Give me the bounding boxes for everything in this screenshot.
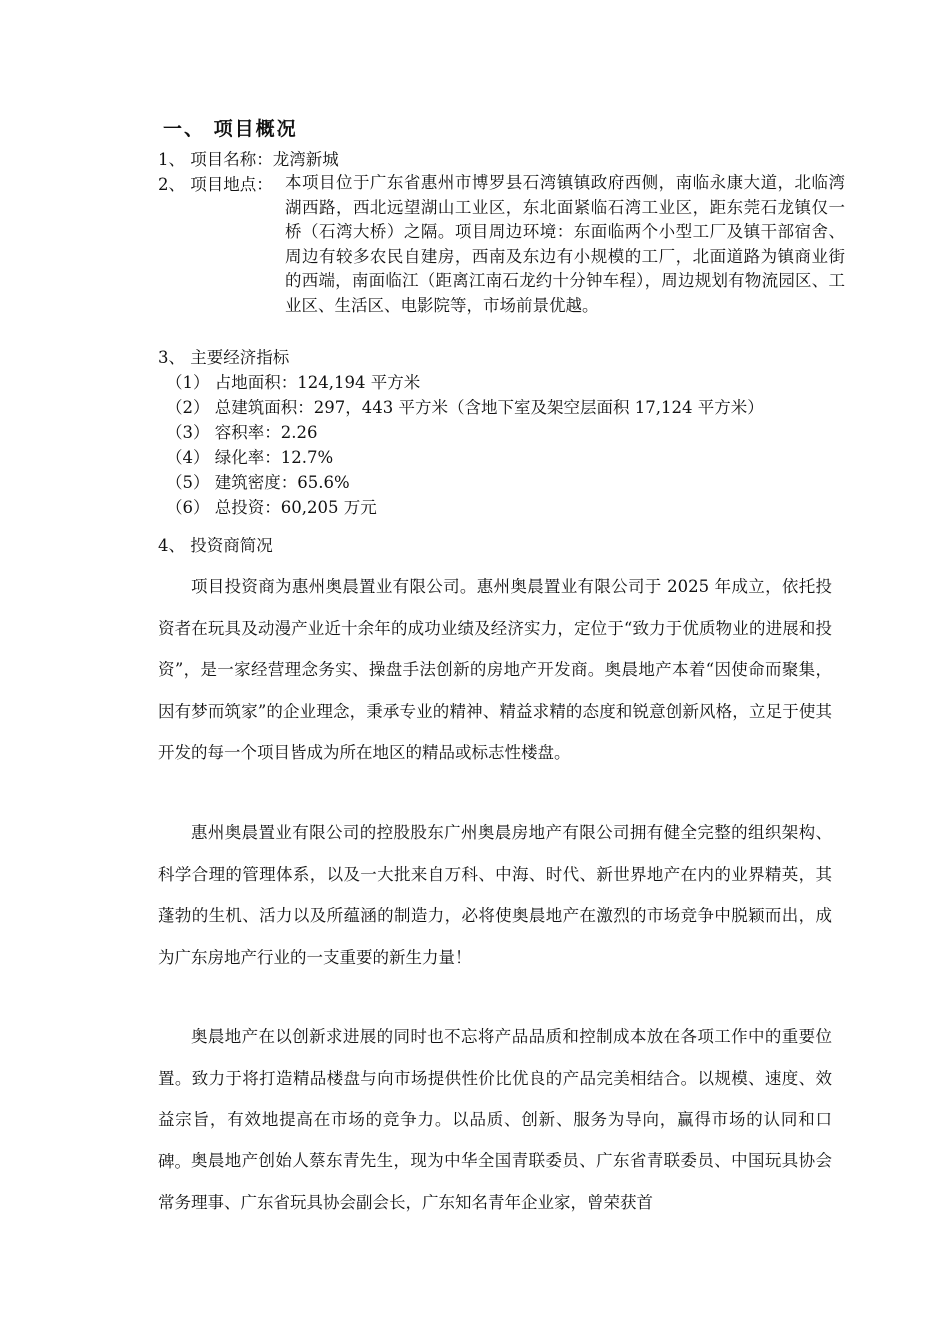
project-name-line: 1、 项目名称：龙湾新城: [158, 150, 339, 169]
indicator-building-area: （2） 总建筑面积：297，443 平方米（含地下室及架空层面积 17,124 平方米）: [166, 398, 764, 417]
investor-paragraph: 奥晨地产创始人蔡东青先生，现为中华全国青联委员、广东省青联委员、中国玩具协会常务理事、广东省玩具协会副会长，广东知名青年企业家，曾荣获首: [158, 1151, 832, 1212]
indicator-total-investment: （6） 总投资：60,205 万元: [166, 498, 377, 517]
investor-title: 4、 投资商简况: [158, 536, 273, 555]
project-location-label: 2、 项目地点：: [158, 175, 273, 194]
economic-indicators-title: 3、 主要经济指标: [158, 348, 290, 367]
project-location-text: 本项目位于广东省惠州市博罗县石湾镇镇政府西侧，南临永康大道，北临湾湖西路，西北远望湖山工业区，东北面紧临石湾工业区，距东莞石龙镇仅一桥（石湾大桥）之隔。项目周边环境：东面临两个小型工厂及镇干部宿舍、周边有较多农民自建房，西南及东边有小规模的工厂，北面道路为镇商业街的西端，南面临江（距离江南石龙约十分钟车程），周边规划有物流园区、工业区、生活区、电影院等，市场前景优越。: [285, 173, 845, 315]
investor-paragraph: 惠州奥晨置业有限公司的控股股东广州奥晨房地产有限公司拥有健全完整的组织架构、科学合理的管理体系，以及一大批来自万科、中海、时代、新世界地产在内的业界精英，其蓬勃的生机、活力以及所蕴涵的制造力，必将使奥晨地产在激烈的市场竞争中脱颖而出，成为广东房地产行业的一支重要的新生力量！: [158, 823, 832, 967]
indicator-green-ratio: （4） 绿化率：12.7%: [166, 448, 334, 467]
investor-paragraph: 奥晨地产在以创新求进展的同时也不忘将产品品质和控制成本放在各项工作中的重要位置。致力于将打造精品楼盘与向市场提供性价比优良的产品完美相结合。以规模、速度、效益宗旨，有效地提高在市场的竞争力。以品质、创新、服务为导向，赢得市场的认同和口碑。: [158, 1027, 832, 1171]
indicator-building-density: （5） 建筑密度：65.6%: [166, 473, 350, 492]
section-title: 一、 项目概况: [163, 118, 298, 140]
indicator-land-area: （1） 占地面积：124,194 平方米: [166, 373, 421, 392]
investor-paragraph: 项目投资商为惠州奥晨置业有限公司。惠州奥晨置业有限公司于 2025 年成立，依托投资者在玩具及动漫产业近十余年的成功业绩及经济实力，定位于“致力于优质物业的进展和投资”，是一家经营理念务实、操盘手法创新的房地产开发商。奥晨地产本着“因使命而聚集，因有梦而筑家”的企业理念，秉承专业的精神、精益求精的态度和锐意创新风格，立足于使其开发的每一个项目皆成为所在地区的精品或标志性楼盘。: [158, 577, 832, 762]
indicator-plot-ratio: （3） 容积率：2.26: [166, 423, 318, 442]
